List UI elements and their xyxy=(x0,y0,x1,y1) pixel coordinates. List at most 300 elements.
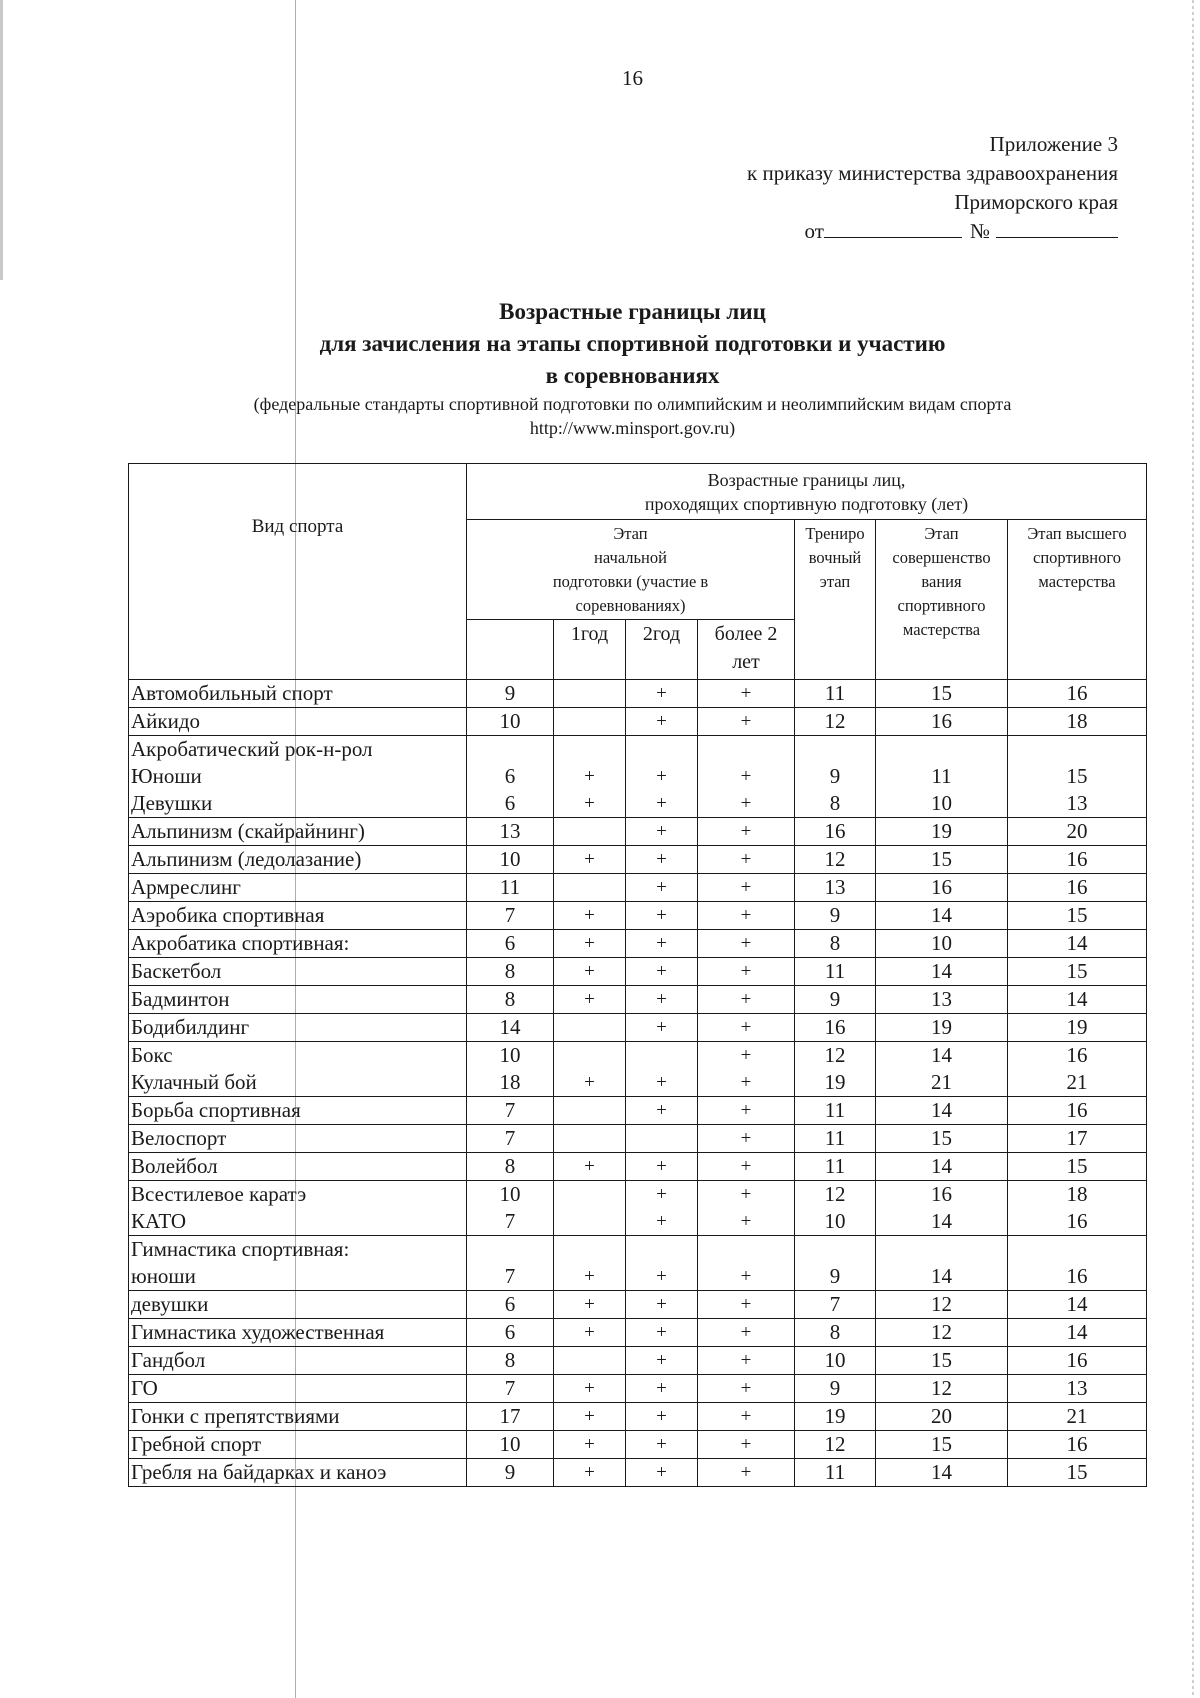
cell-value: 12 xyxy=(931,1292,952,1316)
cell-value xyxy=(554,1042,625,1069)
sport-name-cell xyxy=(129,874,467,902)
more-2-years-cell xyxy=(698,1347,795,1375)
sport-name-cell xyxy=(129,708,467,736)
header-training-stage xyxy=(795,520,876,680)
cell-value: 21 xyxy=(1066,1070,1088,1094)
year-2-cell xyxy=(626,1181,698,1236)
sport-name: Гребля на байдарках и каноэ xyxy=(131,1460,387,1484)
cell-value: + xyxy=(740,849,752,870)
cell-value: 21 xyxy=(931,1070,952,1094)
start-age-cell xyxy=(467,1319,554,1347)
cell-value: 16 xyxy=(1066,1348,1088,1372)
year-2-cell xyxy=(626,986,698,1014)
cell-value xyxy=(626,1042,697,1069)
cell-value: 14 xyxy=(1066,931,1088,955)
cell-value: + xyxy=(740,1184,752,1205)
cell-value: 11 xyxy=(824,1126,846,1150)
cell-value: + xyxy=(656,933,667,954)
training-stage-cell xyxy=(795,958,876,986)
cell-value: + xyxy=(584,1294,595,1315)
cell-value: + xyxy=(584,989,595,1010)
cell-value: 7 xyxy=(504,1126,516,1150)
cell-value xyxy=(554,708,625,735)
highest-stage-cell xyxy=(1008,1431,1147,1459)
cell-value: 14 xyxy=(931,1209,952,1233)
training-stage-cell xyxy=(795,1014,876,1042)
training-stage-cell xyxy=(795,1291,876,1319)
training-stage-cell xyxy=(795,1125,876,1153)
cell-value: + xyxy=(584,1378,595,1399)
appendix-line-1: Приложение 3 xyxy=(989,132,1118,156)
cell-value: 12 xyxy=(824,847,846,871)
start-age-cell xyxy=(467,1347,554,1375)
start-age-cell xyxy=(467,958,554,986)
cell-value xyxy=(554,1097,625,1124)
cell-value: + xyxy=(740,1211,752,1232)
start-age-cell xyxy=(467,930,554,958)
more-2-years-cell xyxy=(698,986,795,1014)
highest-stage-cell xyxy=(1008,1042,1147,1097)
year-1-cell xyxy=(554,902,626,930)
cell-value: + xyxy=(584,1462,595,1483)
cell-value: + xyxy=(584,1072,595,1093)
header-more-2-line: лет xyxy=(732,651,760,673)
training-stage-cell xyxy=(795,818,876,846)
more-2-years-cell xyxy=(698,846,795,874)
header-more-2-years xyxy=(698,620,795,680)
cell-value: + xyxy=(656,711,667,732)
cell-value: 14 xyxy=(499,1015,521,1039)
cell-value: 7 xyxy=(504,903,516,927)
header-improvement-line: спортивного xyxy=(897,596,986,615)
appendix-line-2: к приказу министерства здравоохранения xyxy=(747,161,1118,185)
sport-name-cell xyxy=(129,680,467,708)
title-line-2: для зачисления на этапы спортивной подготовки и участию xyxy=(319,331,946,356)
cell-value: + xyxy=(656,793,667,814)
year-1-cell xyxy=(554,1181,626,1236)
training-stage-cell xyxy=(795,1236,876,1291)
more-2-years-cell xyxy=(698,1014,795,1042)
cell-value: 18 xyxy=(499,1070,521,1094)
sport-name-cell xyxy=(129,930,467,958)
sport-name: девушки xyxy=(131,1292,209,1316)
cell-value: 7 xyxy=(504,1264,516,1288)
year-1-cell xyxy=(554,1042,626,1097)
cell-value: 13 xyxy=(1066,1376,1088,1400)
cell-value: 16 xyxy=(931,1182,952,1206)
table-row xyxy=(129,1236,1147,1291)
title-line-1: Возрастные границы лиц xyxy=(499,299,766,324)
highest-stage-cell xyxy=(1008,818,1147,846)
cell-value: 19 xyxy=(824,1070,846,1094)
cell-value: + xyxy=(584,1406,595,1427)
highest-stage-cell xyxy=(1008,902,1147,930)
cell-value: 15 xyxy=(1066,903,1088,927)
highest-stage-cell xyxy=(1008,846,1147,874)
cell-value: 6 xyxy=(504,764,516,788)
cell-value: 10 xyxy=(499,1182,521,1206)
start-age-cell xyxy=(467,1403,554,1431)
improvement-stage-cell xyxy=(876,958,1008,986)
cell-value: + xyxy=(740,1266,752,1287)
cell-value: 10 xyxy=(824,1209,846,1233)
start-age-cell xyxy=(467,1375,554,1403)
training-stage-cell xyxy=(795,930,876,958)
highest-stage-cell xyxy=(1008,874,1147,902)
improvement-stage-cell xyxy=(876,1291,1008,1319)
year-1-cell xyxy=(554,1459,626,1487)
header-initial-line: Этап xyxy=(613,524,648,543)
age-limits-table xyxy=(128,463,1147,1487)
cell-value: + xyxy=(656,1072,667,1093)
cell-value: 9 xyxy=(829,903,841,927)
training-stage-cell xyxy=(795,1042,876,1097)
highest-stage-cell xyxy=(1008,1291,1147,1319)
cell-value: 10 xyxy=(499,1043,521,1067)
sport-name: юноши xyxy=(131,1264,196,1288)
cell-value: 14 xyxy=(1066,987,1088,1011)
cell-value: + xyxy=(740,877,752,898)
header-initial-stage xyxy=(467,520,795,620)
highest-stage-cell xyxy=(1008,986,1147,1014)
sport-name-cell xyxy=(129,1319,467,1347)
cell-value: + xyxy=(656,1378,667,1399)
cell-value: + xyxy=(740,1156,752,1177)
cell-value: 14 xyxy=(931,1460,952,1484)
training-stage-cell xyxy=(795,1375,876,1403)
cell-value: 11 xyxy=(824,1098,846,1122)
cell-value: 13 xyxy=(1066,791,1088,815)
improvement-stage-cell xyxy=(876,1375,1008,1403)
start-age-cell xyxy=(467,1236,554,1291)
more-2-years-cell xyxy=(698,958,795,986)
source-note-2: http://www.minsport.gov.ru) xyxy=(529,418,736,438)
cell-value: 12 xyxy=(824,1432,846,1456)
more-2-years-cell xyxy=(698,1097,795,1125)
header-initial-line: начальной xyxy=(594,548,667,567)
year-1-cell xyxy=(554,846,626,874)
cell-value: 16 xyxy=(1066,681,1088,705)
table-row xyxy=(129,930,1147,958)
cell-value xyxy=(626,1125,697,1152)
training-stage-cell xyxy=(795,680,876,708)
improvement-stage-cell xyxy=(876,1125,1008,1153)
sport-name: Велоспорт xyxy=(131,1126,227,1150)
sport-name: Борьба спортивная xyxy=(131,1098,301,1122)
sport-name-cell xyxy=(129,1042,467,1097)
sport-name-cell xyxy=(129,818,467,846)
header-year-2: 2год xyxy=(626,620,698,680)
appendix-date-number xyxy=(747,217,1118,246)
cell-value: + xyxy=(740,1434,752,1455)
more-2-years-cell xyxy=(698,1319,795,1347)
cell-value: + xyxy=(740,1100,752,1121)
table-row xyxy=(129,1014,1147,1042)
start-age-cell xyxy=(467,1291,554,1319)
improvement-stage-cell xyxy=(876,680,1008,708)
cell-value: 14 xyxy=(931,1098,952,1122)
year-1-cell xyxy=(554,1375,626,1403)
year-1-cell xyxy=(554,1014,626,1042)
cell-value: 11 xyxy=(499,875,521,899)
cell-value: 6 xyxy=(504,931,516,955)
table-row xyxy=(129,986,1147,1014)
cell-value: + xyxy=(740,961,752,982)
sport-name: Гандбол xyxy=(131,1348,206,1372)
sport-name-cell xyxy=(129,1097,467,1125)
start-age-cell xyxy=(467,1431,554,1459)
table-row xyxy=(129,708,1147,736)
sport-name-cell xyxy=(129,1403,467,1431)
year-1-cell xyxy=(554,680,626,708)
highest-stage-cell xyxy=(1008,1097,1147,1125)
date-label: от xyxy=(804,219,824,243)
improvement-stage-cell xyxy=(876,874,1008,902)
appendix-block xyxy=(747,130,1118,246)
highest-stage-cell xyxy=(1008,1125,1147,1153)
table-row xyxy=(129,680,1147,708)
cell-value: 8 xyxy=(829,791,841,815)
cell-value: + xyxy=(740,905,752,926)
year-2-cell xyxy=(626,846,698,874)
highest-stage-cell xyxy=(1008,1153,1147,1181)
highest-stage-cell xyxy=(1008,1319,1147,1347)
cell-value: 7 xyxy=(504,1376,516,1400)
year-2-cell xyxy=(626,1097,698,1125)
cell-value: 10 xyxy=(499,709,521,733)
cell-value: + xyxy=(584,766,595,787)
start-age-cell xyxy=(467,1097,554,1125)
cell-value: + xyxy=(740,793,752,814)
cell-value: 11 xyxy=(824,1154,846,1178)
cell-value: + xyxy=(584,1266,595,1287)
header-age-group-line-2: проходящих спортивную подготовку (лет) xyxy=(644,493,969,514)
sport-name: Акробатика спортивная: xyxy=(131,931,350,955)
year-1-cell xyxy=(554,874,626,902)
sport-name: Автомобильный спорт xyxy=(131,681,333,705)
year-2-cell xyxy=(626,1459,698,1487)
date-blank xyxy=(824,237,962,238)
year-2-cell xyxy=(626,1236,698,1291)
cell-value: 19 xyxy=(931,1015,952,1039)
table-row xyxy=(129,1153,1147,1181)
cell-value: + xyxy=(740,1072,752,1093)
year-1-cell xyxy=(554,1097,626,1125)
header-improvement-line: мастерства xyxy=(902,620,981,639)
improvement-stage-cell xyxy=(876,818,1008,846)
cell-value: 16 xyxy=(1066,1432,1088,1456)
more-2-years-cell xyxy=(698,1291,795,1319)
header-initial-line: подготовки (участие в xyxy=(552,572,709,591)
cell-value: 11 xyxy=(824,959,846,983)
start-age-cell xyxy=(467,708,554,736)
more-2-years-cell xyxy=(698,1375,795,1403)
cell-value: 15 xyxy=(1066,959,1088,983)
training-stage-cell xyxy=(795,1153,876,1181)
cell-value: 15 xyxy=(931,1432,952,1456)
year-2-cell xyxy=(626,680,698,708)
cell-value: 9 xyxy=(829,1264,841,1288)
sport-name-cell xyxy=(129,1347,467,1375)
sport-name: Кулачный бой xyxy=(131,1070,257,1094)
cell-value: 11 xyxy=(931,764,952,788)
cell-value: 16 xyxy=(824,1015,846,1039)
table-row xyxy=(129,1319,1147,1347)
table-row xyxy=(129,902,1147,930)
table-row xyxy=(129,846,1147,874)
cell-value: 9 xyxy=(829,764,841,788)
sport-name: Бадминтон xyxy=(131,987,230,1011)
table-body xyxy=(129,680,1147,1487)
cell-value: 6 xyxy=(504,1320,516,1344)
table-row xyxy=(129,1097,1147,1125)
cell-value: 11 xyxy=(824,681,846,705)
training-stage-cell xyxy=(795,1181,876,1236)
sport-name-cell xyxy=(129,846,467,874)
improvement-stage-cell xyxy=(876,1431,1008,1459)
more-2-years-cell xyxy=(698,736,795,818)
more-2-years-cell xyxy=(698,680,795,708)
cell-value: + xyxy=(740,766,752,787)
cell-value: 14 xyxy=(1066,1292,1088,1316)
highest-stage-cell xyxy=(1008,958,1147,986)
cell-value: + xyxy=(656,989,667,1010)
table-row xyxy=(129,1459,1147,1487)
more-2-years-cell xyxy=(698,1042,795,1097)
header-improvement-line: вания xyxy=(921,572,962,591)
cell-value: 15 xyxy=(931,1126,952,1150)
sport-name-cell xyxy=(129,1014,467,1042)
header-training-line: этап xyxy=(819,572,851,591)
start-age-cell xyxy=(467,1125,554,1153)
header-more-2-line: более 2 xyxy=(714,623,778,645)
cell-value: 12 xyxy=(824,1043,846,1067)
sport-name-cell xyxy=(129,1291,467,1319)
header-highest-line: Этап высшего xyxy=(1027,524,1127,543)
table-row xyxy=(129,1403,1147,1431)
sport-name-cell xyxy=(129,1431,467,1459)
cell-value: 18 xyxy=(1066,709,1088,733)
sport-name: Гимнастика художественная xyxy=(131,1320,385,1344)
sport-name: Альпинизм (скайрайнинг) xyxy=(131,819,365,843)
sport-name-cell xyxy=(129,1125,467,1153)
training-stage-cell xyxy=(795,1097,876,1125)
sport-name: Волейбол xyxy=(131,1154,218,1178)
year-2-cell xyxy=(626,874,698,902)
more-2-years-cell xyxy=(698,1236,795,1291)
more-2-years-cell xyxy=(698,874,795,902)
cell-value: 14 xyxy=(931,959,952,983)
cell-value: 8 xyxy=(504,959,516,983)
sport-name-cell xyxy=(129,1153,467,1181)
training-stage-cell xyxy=(795,874,876,902)
sport-name-cell xyxy=(129,736,467,818)
sport-name: Армреслинг xyxy=(131,875,241,899)
year-1-cell xyxy=(554,986,626,1014)
cell-value: 8 xyxy=(504,1348,516,1372)
header-improvement-line: Этап xyxy=(924,524,959,543)
table-row xyxy=(129,1181,1147,1236)
more-2-years-cell xyxy=(698,930,795,958)
highest-stage-cell xyxy=(1008,1236,1147,1291)
improvement-stage-cell xyxy=(876,736,1008,818)
header-highest-line: спортивного xyxy=(1033,548,1121,567)
year-2-cell xyxy=(626,708,698,736)
start-age-cell xyxy=(467,1181,554,1236)
year-2-cell xyxy=(626,902,698,930)
header-age-group xyxy=(467,464,1147,520)
year-2-cell xyxy=(626,1375,698,1403)
sport-name: Баскетбол xyxy=(131,959,222,983)
cell-value: 13 xyxy=(499,819,521,843)
start-age-cell xyxy=(467,1042,554,1097)
header-start-age xyxy=(467,620,554,680)
cell-value: 16 xyxy=(1066,847,1088,871)
cell-value: + xyxy=(656,821,667,842)
cell-value: + xyxy=(656,849,667,870)
cell-value: 15 xyxy=(1066,764,1088,788)
year-1-cell xyxy=(554,1236,626,1291)
improvement-stage-cell xyxy=(876,902,1008,930)
cell-value: 20 xyxy=(931,1404,952,1428)
cell-value: 12 xyxy=(824,1182,846,1206)
cell-value: + xyxy=(656,905,667,926)
year-1-cell xyxy=(554,1347,626,1375)
cell-value: 15 xyxy=(931,847,952,871)
cell-value: 19 xyxy=(824,1404,846,1428)
cell-value: + xyxy=(740,683,752,704)
sport-name: Гимнастика спортивная: xyxy=(131,1237,350,1261)
training-stage-cell xyxy=(795,736,876,818)
year-2-cell xyxy=(626,1153,698,1181)
more-2-years-cell xyxy=(698,1125,795,1153)
header-highest-line: мастерства xyxy=(1038,572,1116,591)
cell-value: 14 xyxy=(1066,1320,1088,1344)
sport-name: Айкидо xyxy=(131,709,201,733)
improvement-stage-cell xyxy=(876,1042,1008,1097)
cell-value: 16 xyxy=(931,709,952,733)
source-note-1: (федеральные стандарты спортивной подготовки по олимпийским и неолимпийским видам спорта xyxy=(253,394,1012,414)
header-improvement-line: совершенство xyxy=(892,548,991,567)
cell-value: 12 xyxy=(931,1376,952,1400)
cell-value: 8 xyxy=(504,1154,516,1178)
table-row xyxy=(129,736,1147,818)
table-row xyxy=(129,1042,1147,1097)
highest-stage-cell xyxy=(1008,1181,1147,1236)
year-2-cell xyxy=(626,1014,698,1042)
year-1-cell xyxy=(554,1291,626,1319)
cell-value: 12 xyxy=(931,1320,952,1344)
cell-value: 9 xyxy=(829,987,841,1011)
cell-value: 16 xyxy=(931,875,952,899)
cell-value: + xyxy=(584,849,595,870)
training-stage-cell xyxy=(795,986,876,1014)
year-2-cell xyxy=(626,818,698,846)
year-2-cell xyxy=(626,1042,698,1097)
year-1-cell xyxy=(554,1403,626,1431)
more-2-years-cell xyxy=(698,1459,795,1487)
header-training-line: вочный xyxy=(808,548,862,567)
cell-value: + xyxy=(740,1378,752,1399)
cell-value: 21 xyxy=(1066,1404,1088,1428)
cell-value: + xyxy=(740,1350,752,1371)
sport-name-cell xyxy=(129,1236,467,1291)
year-1-cell xyxy=(554,1125,626,1153)
cell-value: 9 xyxy=(504,1460,516,1484)
sport-name: Юноши xyxy=(131,764,202,788)
cell-value: 10 xyxy=(931,791,952,815)
cell-value: + xyxy=(656,1434,667,1455)
